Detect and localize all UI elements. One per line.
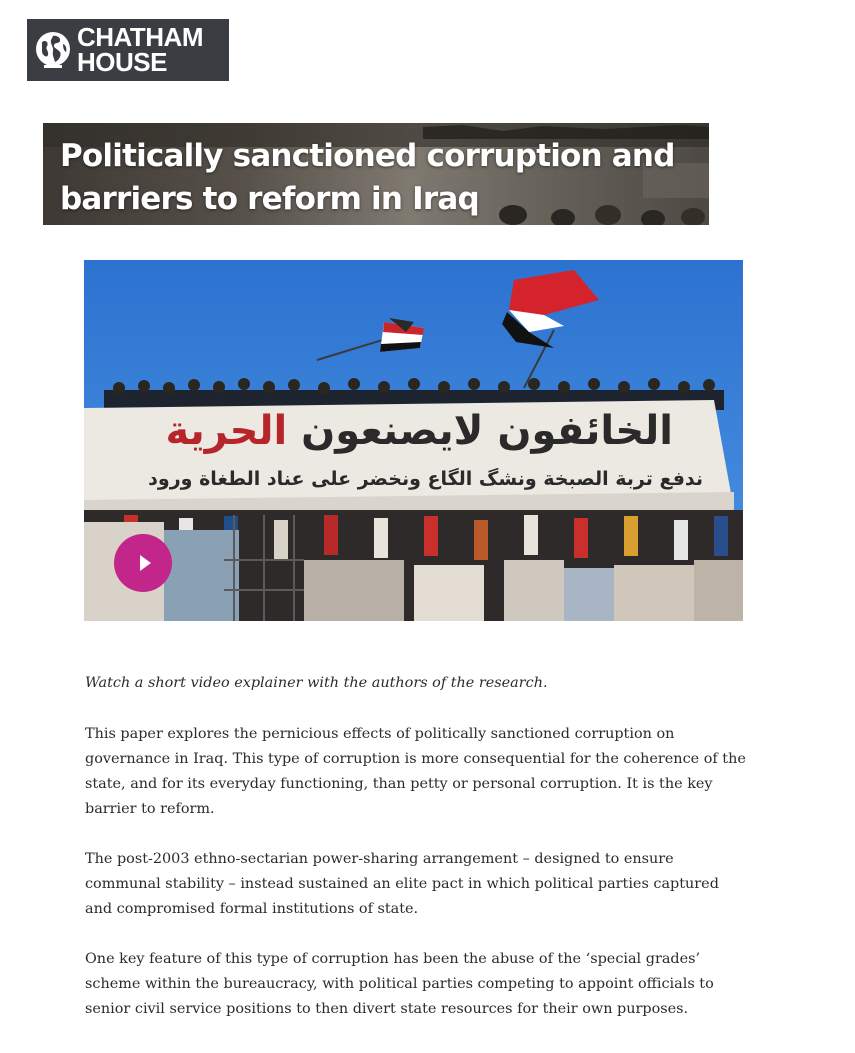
article-paragraph-1: This paper explores the pernicious effects of politically sanctioned corruption on governance in Iraq. This type of corruption is more consequential for the coherence of the state, and for its everyday functioning, than petty or personal corruption. It is the key barrier to reform.	[85, 726, 746, 817]
article-body	[85, 671, 750, 1047]
article-paragraph-2: The post-2003 ethno-sectarian power-sharing arrangement – designed to ensure communal stability – instead sustained an elite pact in which political parties captured and compromised formal institutions of state.	[85, 851, 719, 917]
logo-wordmark	[77, 22, 203, 77]
globe-icon	[33, 30, 73, 70]
banner-arabic-slogan	[165, 408, 673, 454]
video-player[interactable]	[84, 260, 743, 621]
hero-banner	[43, 123, 709, 225]
play-icon	[140, 555, 151, 571]
logo-line-1: CHATHAM	[77, 22, 203, 52]
banner-arabic-subline: ندفع تربة الصبخة ونشگ الگاع ونخضر على عناد الطغاة ورود	[148, 468, 703, 490]
play-button[interactable]	[114, 534, 172, 592]
banner-slogan-red: الحرية	[165, 408, 288, 454]
logo-line-2: HOUSE	[77, 47, 167, 77]
video-caption: Watch a short video explainer with the authors of the research.	[85, 675, 548, 691]
chatham-house-logo[interactable]	[27, 19, 229, 81]
banner-slogan-black: الخائفون لايصنعون	[287, 408, 673, 454]
page-title: Politically sanctioned corruption and barriers to reform in Iraq	[60, 138, 675, 217]
article-paragraph-3: One key feature of this type of corruption has been the abuse of the ‘special grades’ scheme within the bureaucracy, with political parties competing to appoint officials to senior civil service positions to then divert state resources for their own purposes.	[85, 951, 714, 1017]
